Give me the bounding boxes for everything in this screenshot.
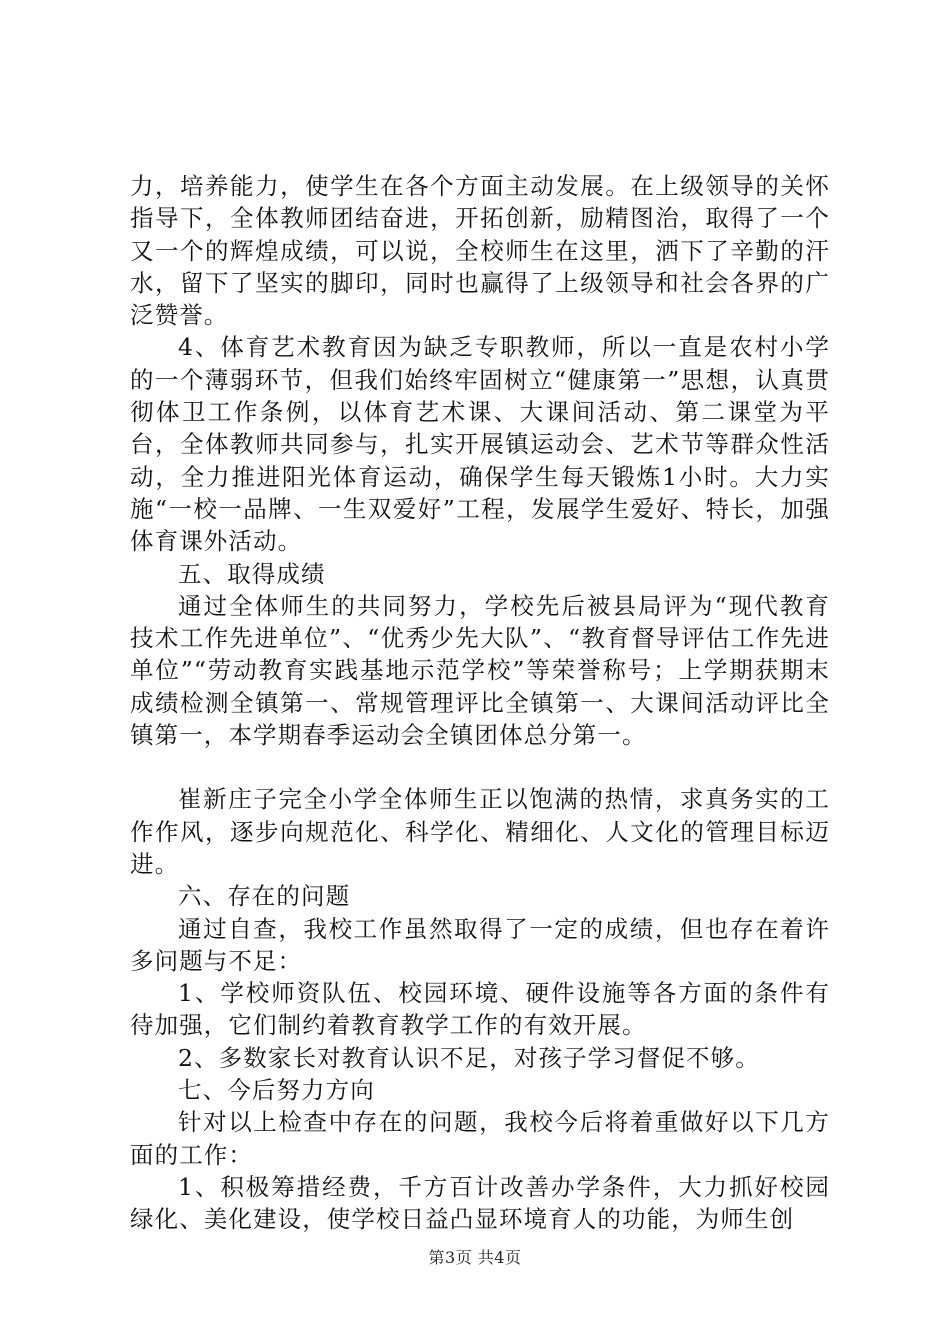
paragraph-continuation: 力，培养能力，使学生在各个方面主动发展。在上级领导的关怀指导下，全体教师团结奋进，开拓创新，励精图治，取得了一个又一个的辉煌成绩，可以说，全校师生在这里，洒下了辛勤的汗水，留下了坚实的脚印，同时也赢得了上级领导和社会各界的广泛赞誉。	[130, 172, 830, 330]
section-heading-achievements: 五、取得成绩	[178, 559, 326, 588]
page-number-footer: 第3页 共4页	[428, 1248, 522, 1267]
section-heading-problems: 六、存在的问题	[178, 882, 351, 911]
section-heading-direction: 七、今后努力方向	[178, 1076, 375, 1105]
paragraph-achievements: 通过全体师生的共同努力，学校先后被县局评为“现代教育技术工作先进单位”、“优秀少先大队”、“教育督导评估工作先进单位”“劳动教育实践基地示范学校”等荣誉称号；上学期获期末成绩检测全镇第一、常规管理评比全镇第一、大课间活动评比全镇第一，本学期春季运动会全镇团体总分第一。	[130, 591, 830, 750]
list-item-direction-1: 1、积极筹措经费，千方百计改善办学条件，大力抓好校园绿化、美化建设，使学校日益凸显环境育人的功能，为师生创	[130, 1172, 830, 1234]
list-item-problem-1: 1、学校师资队伍、校园环境、硬件设施等各方面的条件有待加强，它们制约着教育教学工作的有效开展。	[130, 979, 830, 1040]
paragraph-spacer	[130, 751, 830, 783]
paragraph-school-goal: 崔新庄子完全小学全体师生正以饱满的热情，求真务实的工作作风，逐步向规范化、科学化、精细化、人文化的管理目标迈进。	[130, 785, 830, 878]
paragraph-problems-intro: 通过自查，我校工作虽然取得了一定的成绩，但也存在着许多问题与不足：	[130, 914, 830, 975]
paragraph-direction-intro: 针对以上检查中存在的问题，我校今后将着重做好以下几方面的工作：	[130, 1108, 830, 1169]
paragraph-sports-arts: 4、体育艺术教育因为缺乏专职教师，所以一直是农村小学的一个薄弱环节，但我们始终牢固树立“健康第一”思想，认真贯彻体卫工作条例，以体育艺术课、大课间活动、第二课堂为平台，全体教师共同参与，扎实开展镇运动会、艺术节等群众性活动，全力推进阳光体育运动，确保学生每天锻炼1小时。大力实施“一校一品牌、一生双爱好”工程，发展学生爱好、特长，加强体育课外活动。	[130, 333, 830, 556]
document-body	[130, 170, 830, 1236]
list-item-problem-2: 2、多数家长对教育认识不足，对孩子学习督促不够。	[178, 1043, 760, 1072]
